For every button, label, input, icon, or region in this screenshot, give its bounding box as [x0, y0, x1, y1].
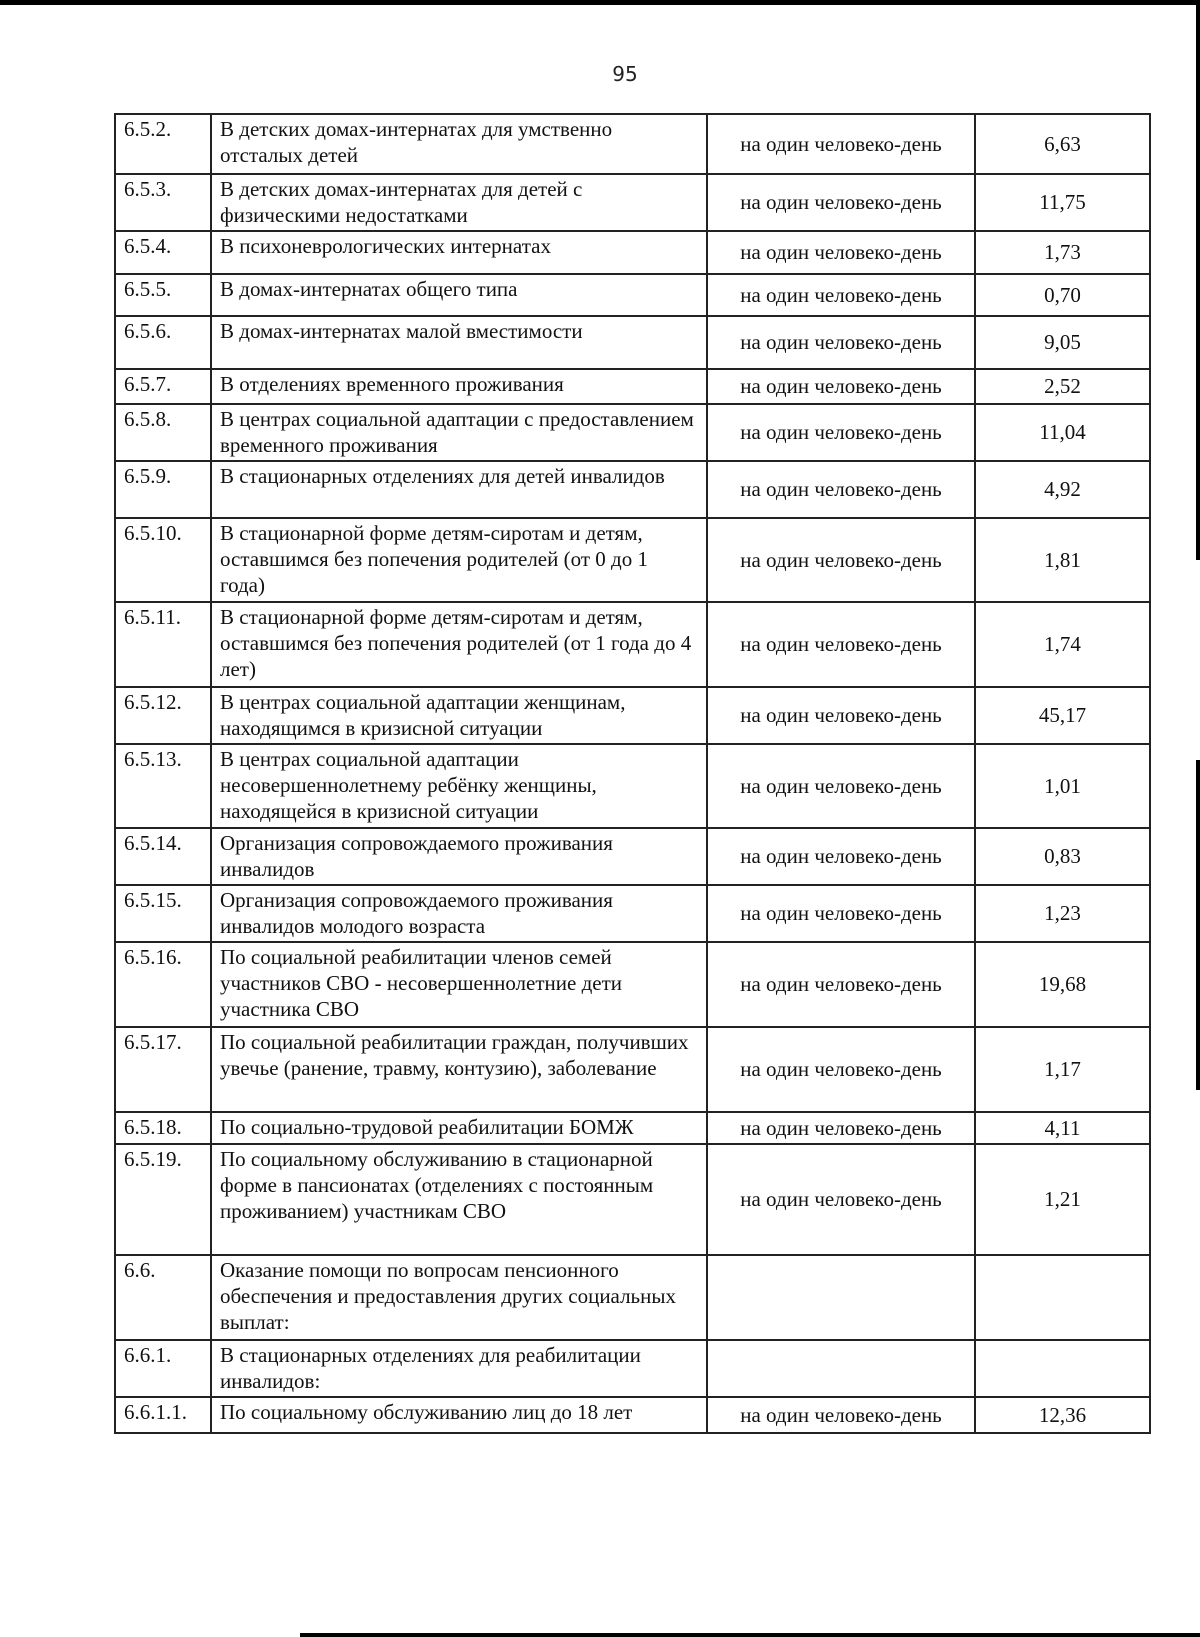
row-value: 45,17 [975, 687, 1150, 744]
row-value: 9,05 [975, 316, 1150, 369]
row-description: В стационарных отделениях для детей инвалидов [211, 461, 707, 518]
row-unit: на один человеко-день [707, 231, 975, 274]
table-row [115, 174, 1150, 231]
row-description: В центрах социальной адаптации с предоставлением временного проживания [211, 404, 707, 461]
table-row [115, 1340, 1150, 1397]
row-value: 1,17 [975, 1027, 1150, 1112]
row-value: 1,21 [975, 1144, 1150, 1255]
row-code: 6.5.17. [115, 1027, 211, 1112]
row-value: 2,52 [975, 369, 1150, 404]
row-unit: на один человеко-день [707, 1397, 975, 1433]
row-value: 0,83 [975, 828, 1150, 885]
row-code: 6.5.12. [115, 687, 211, 744]
table-row [115, 828, 1150, 885]
row-unit [707, 1340, 975, 1397]
row-value: 11,04 [975, 404, 1150, 461]
row-description: В детских домах-интернатах для детей с физическими недостатками [211, 174, 707, 231]
row-code: 6.5.13. [115, 744, 211, 828]
table-row [115, 114, 1150, 174]
row-code: 6.5.3. [115, 174, 211, 231]
row-description: В стационарной форме детям-сиротам и детям, оставшимся без попечения родителей (от 0 до 1 года) [211, 518, 707, 602]
row-code: 6.5.9. [115, 461, 211, 518]
row-description: Оказание помощи по вопросам пенсионного обеспечения и предоставления других социальных выплат: [211, 1255, 707, 1340]
row-value: 1,81 [975, 518, 1150, 602]
row-description: В центрах социальной адаптации женщинам, находящимся в кризисной ситуации [211, 687, 707, 744]
row-unit: на один человеко-день [707, 404, 975, 461]
row-description: По социально-трудовой реабилитации БОМЖ [211, 1112, 707, 1144]
row-code: 6.5.2. [115, 114, 211, 174]
row-code: 6.5.4. [115, 231, 211, 274]
row-description: По социальному обслуживанию в стационарной форме в пансионатах (отделениях с постоянным проживанием) участникам СВО [211, 1144, 707, 1255]
row-value [975, 1340, 1150, 1397]
norms-table [114, 113, 1151, 1434]
scan-edge-bottom [300, 1633, 1200, 1637]
row-value [975, 1255, 1150, 1340]
row-description: В домах-интернатах малой вместимости [211, 316, 707, 369]
row-description: В стационарных отделениях для реабилитации инвалидов: [211, 1340, 707, 1397]
table-row [115, 744, 1150, 828]
row-description: Организация сопровождаемого проживания инвалидов [211, 828, 707, 885]
table-row [115, 1397, 1150, 1433]
row-unit: на один человеко-день [707, 942, 975, 1027]
row-code: 6.5.19. [115, 1144, 211, 1255]
row-unit: на один человеко-день [707, 174, 975, 231]
row-code: 6.5.14. [115, 828, 211, 885]
table-row [115, 942, 1150, 1027]
row-value: 1,74 [975, 602, 1150, 687]
row-value: 1,73 [975, 231, 1150, 274]
row-description: Организация сопровождаемого проживания инвалидов молодого возраста [211, 885, 707, 942]
scan-edge-right [1196, 760, 1200, 1090]
row-description: По социальному обслуживанию лиц до 18 лет [211, 1397, 707, 1433]
table-row [115, 231, 1150, 274]
row-unit: на один человеко-день [707, 369, 975, 404]
row-unit: на один человеко-день [707, 744, 975, 828]
row-code: 6.5.18. [115, 1112, 211, 1144]
table-row [115, 687, 1150, 744]
row-value: 1,01 [975, 744, 1150, 828]
table-row [115, 885, 1150, 942]
table-row [115, 404, 1150, 461]
table-row [115, 1027, 1150, 1112]
row-code: 6.5.16. [115, 942, 211, 1027]
row-value: 4,11 [975, 1112, 1150, 1144]
page-number: 95 [612, 62, 638, 86]
row-code: 6.5.7. [115, 369, 211, 404]
row-code: 6.5.10. [115, 518, 211, 602]
row-code: 6.5.6. [115, 316, 211, 369]
row-unit: на один человеко-день [707, 1144, 975, 1255]
row-code: 6.6.1. [115, 1340, 211, 1397]
row-unit [707, 1255, 975, 1340]
row-value: 11,75 [975, 174, 1150, 231]
row-code: 6.5.11. [115, 602, 211, 687]
table-row [115, 1144, 1150, 1255]
table-row [115, 274, 1150, 316]
row-description: В детских домах-интернатах для умственно отсталых детей [211, 114, 707, 174]
row-unit: на один человеко-день [707, 885, 975, 942]
row-value: 1,23 [975, 885, 1150, 942]
row-description: В центрах социальной адаптации несовершеннолетнему ребёнку женщины, находящейся в кризисной ситуации [211, 744, 707, 828]
row-value: 4,92 [975, 461, 1150, 518]
row-unit: на один человеко-день [707, 316, 975, 369]
row-unit: на один человеко-день [707, 602, 975, 687]
row-code: 6.5.8. [115, 404, 211, 461]
row-unit: на один человеко-день [707, 687, 975, 744]
table-row [115, 602, 1150, 687]
table-row [115, 518, 1150, 602]
scan-edge-top [0, 0, 1200, 5]
row-description: В домах-интернатах общего типа [211, 274, 707, 316]
row-unit: на один человеко-день [707, 1112, 975, 1144]
row-unit: на один человеко-день [707, 274, 975, 316]
row-unit: на один человеко-день [707, 114, 975, 174]
row-description: В стационарной форме детям-сиротам и детям, оставшимся без попечения родителей (от 1 года до 4 лет) [211, 602, 707, 687]
row-unit: на один человеко-день [707, 1027, 975, 1112]
table-row [115, 316, 1150, 369]
table-row [115, 1112, 1150, 1144]
row-description: По социальной реабилитации граждан, получивших увечье (ранение, травму, контузию), заболевание [211, 1027, 707, 1112]
row-code: 6.6.1.1. [115, 1397, 211, 1433]
row-value: 12,36 [975, 1397, 1150, 1433]
row-value: 0,70 [975, 274, 1150, 316]
row-value: 19,68 [975, 942, 1150, 1027]
row-description: В психоневрологических интернатах [211, 231, 707, 274]
table-row [115, 461, 1150, 518]
row-code: 6.5.15. [115, 885, 211, 942]
row-code: 6.5.5. [115, 274, 211, 316]
row-code: 6.6. [115, 1255, 211, 1340]
row-unit: на один человеко-день [707, 518, 975, 602]
row-description: В отделениях временного проживания [211, 369, 707, 404]
table-row [115, 1255, 1150, 1340]
row-unit: на один человеко-день [707, 828, 975, 885]
row-description: По социальной реабилитации членов семей участников СВО - несовершеннолетние дети участника СВО [211, 942, 707, 1027]
table-row [115, 369, 1150, 404]
row-unit: на один человеко-день [707, 461, 975, 518]
row-value: 6,63 [975, 114, 1150, 174]
